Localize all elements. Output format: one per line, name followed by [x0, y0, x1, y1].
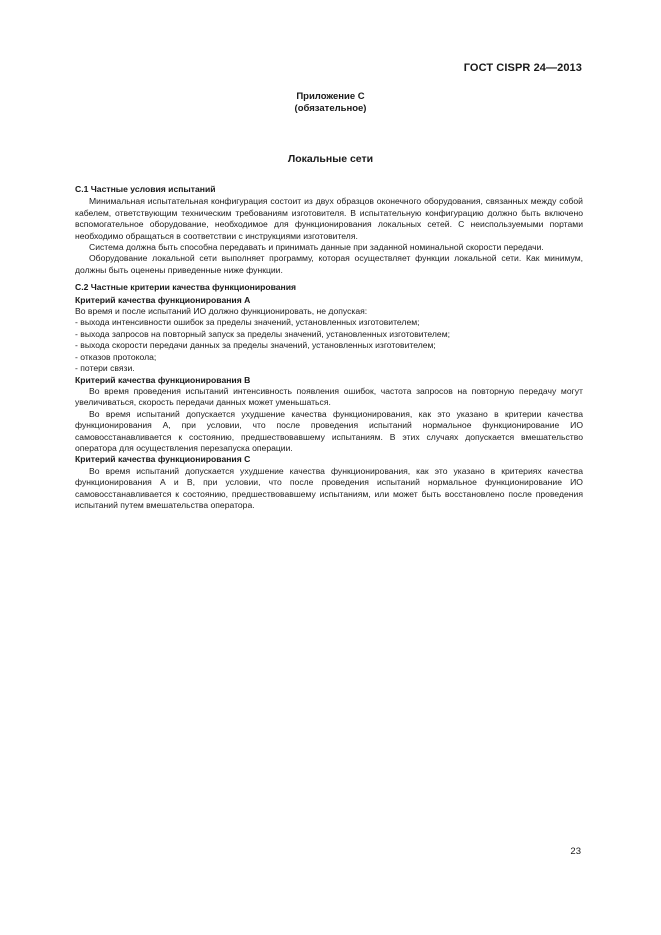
section-title: Локальные сети — [287, 153, 374, 165]
annex-title — [0, 91, 661, 115]
standard-code: ГОСТ CISPR 24—2013 — [463, 62, 582, 74]
criterion-b-paragraph: Во время проведения испытаний интенсивность появления ошибок, частота запросов на повторную передачу могут увеличиваться, скорость передачи данных может уменьшаться. — [75, 385, 583, 408]
c1-paragraph: Система должна быть способна передавать и принимать данные при заданной номинальной скорости передачи. — [89, 242, 544, 253]
criterion-a-item: - потери связи. — [75, 363, 135, 374]
c2-heading: С.2 Частные критерии качества функционирования — [75, 282, 297, 293]
page-number: 23 — [570, 846, 581, 857]
criterion-b-title: Критерий качества функционирования В — [75, 374, 251, 385]
criterion-a-item: - выхода интенсивности ошибок за пределы значений, установленных изготовителем; — [75, 317, 420, 328]
criterion-b-paragraph: Во время испытаний допускается ухудшение качества функционирования, как это указано в критерии качества функционирования А, при условии, что после проведения испытаний нормальное функционирование ИО самовосстанавливается к состоянию, предшествовавшему испытаниям. В этих случаях допускается вмешательство оператора для осуществления перезапуска операции. — [75, 408, 583, 453]
c1-paragraph: Минимальная испытательная конфигурация состоит из двух образцов оконечного оборудования, связанных между собой кабелем, ответствующим техническим требованиям изготовителя. В испытательную конфигурацию должно быть включено вспомогательное оборудование, необходимое для функционирования локальных сетей. С неиспользуемыми портами необходимо обращаться в соответствии с инструкциями изготовителя. — [75, 196, 583, 241]
criterion-a-intro: Во время и после испытаний ИО должно функционировать, не допуская: — [75, 306, 368, 317]
c1-paragraph: Оборудование локальной сети выполняет программу, которая осуществляет функции локальной сети. Как минимум, должны быть оценены приведенные ниже функции. — [75, 253, 583, 275]
criterion-a-item: - выхода запросов на повторный запуск за пределы значений, установленных изготовителем; — [75, 328, 450, 339]
criterion-a-item: - отказов протокола; — [75, 351, 157, 362]
document-body — [75, 184, 583, 511]
annex-label: Приложение С — [296, 91, 365, 102]
annex-status: (обязательное) — [294, 103, 367, 114]
criterion-c-paragraph: Во время испытаний допускается ухудшение качества функционирования, как это указано в критериях качества функционирования А и В, при условии, что после проведения испытаний нормальное функционирование ИО самовосстанавливается к состоянию, предшествовавшему испытаниям, или может быть восстановлено после проведения испытаний путем вмешательства оператора. — [75, 465, 583, 510]
criterion-a-item: - выхода скорости передачи данных за пределы значений, установленных изготовителем; — [75, 340, 436, 351]
criterion-c-title: Критерий качества функционирования С — [75, 454, 251, 465]
criterion-a-title: Критерий качества функционирования А — [75, 294, 251, 305]
c1-heading: С.1 Частные условия испытаний — [75, 184, 216, 194]
